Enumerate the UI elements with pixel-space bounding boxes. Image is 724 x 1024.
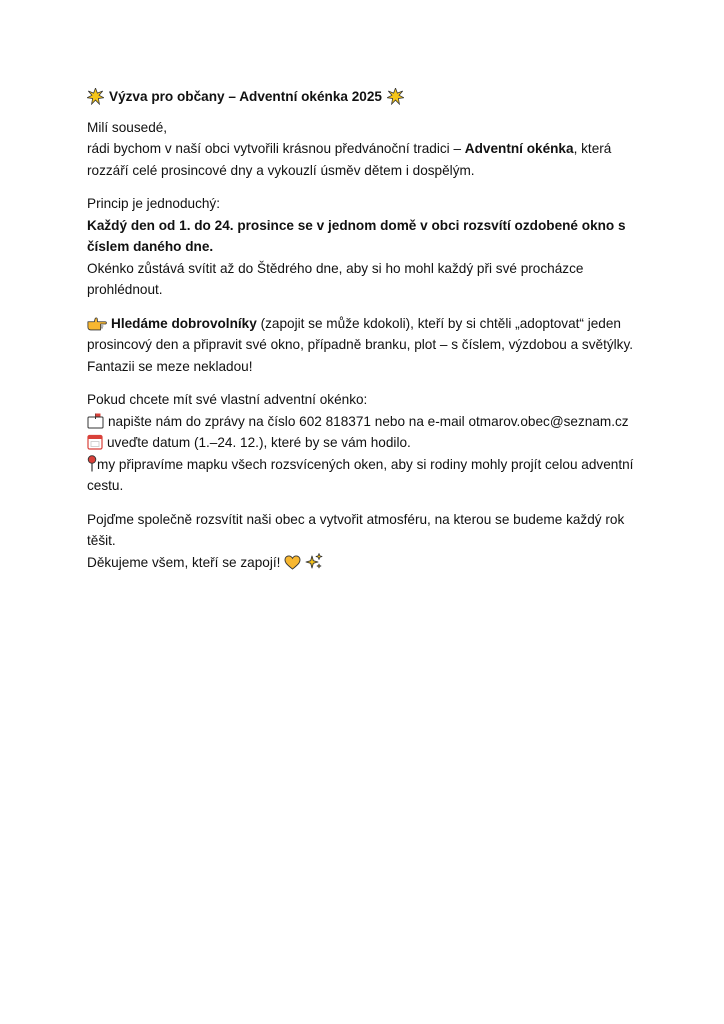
document-title: Výzva pro občany – Adventní okénka 2025 — [109, 89, 382, 104]
sparkle-burst-icon — [87, 88, 104, 105]
sparkle-burst-icon — [387, 88, 404, 105]
mailbox-icon — [87, 413, 104, 429]
intro-paragraph — [87, 117, 647, 182]
closing-text: Pojďme společně rozsvítit naši obec a vytvořit atmosféru, na kterou se budeme každý rok těšit. — [87, 511, 625, 548]
instructions-heading: Pokud chcete mít své vlastní adventní okénko: — [87, 392, 368, 407]
instruction-text: napište nám do zprávy na číslo 602 818371 nebo na e-mail otmarov.obec@seznam.cz — [108, 413, 629, 429]
instruction-item — [87, 411, 647, 433]
yellow-heart-icon — [284, 555, 301, 570]
document-title-line — [87, 86, 647, 108]
thanks-text: Děkujeme všem, kteří se zapojí! — [87, 554, 281, 570]
intro-text-end: , která rozzáří celé prosincové dny a vykouzlí úsměv dětem i dospělým. — [87, 141, 612, 178]
intro-highlight: Adventní okénka — [464, 141, 574, 156]
thanks-line — [87, 552, 647, 574]
sparkles-icon — [305, 553, 323, 570]
instruction-text: uveďte datum (1.–24. 12.), které by se vám hodilo. — [107, 435, 411, 450]
instruction-item — [87, 432, 647, 454]
closing-paragraph — [87, 509, 647, 574]
calendar-icon — [87, 434, 103, 450]
greeting: Milí sousedé, — [87, 119, 168, 135]
instruction-item — [87, 454, 647, 497]
pointing-hand-icon — [87, 317, 107, 331]
principle-bold-text: Každý den od 1. do 24. prosince se v jednom domě v obci rozsvítí ozdobené okno s číslem daného dne. — [87, 217, 626, 254]
principle-paragraph — [87, 193, 647, 301]
principle-heading: Princip je jednoduchý: — [87, 196, 220, 211]
volunteers-bold-text: Hledáme dobrovolníky — [111, 315, 257, 331]
pin-icon — [87, 455, 97, 472]
intro-text-start: rádi bychom v naší obci vytvořili krásnou předvánoční tradici – — [87, 141, 465, 156]
principle-text: Okénko zůstává svítit až do Štědrého dne, aby si ho mohl každý při své procházce prohlédnout. — [87, 260, 584, 297]
volunteers-paragraph — [87, 313, 647, 378]
volunteers-text: (zapojit se může kdokoli), kteří by si chtěli „adoptovat“ jeden prosincový den a připravit své okno, případně branku, plot – s číslem, výzdobou a světýlky. Fantazii se meze nekladou! — [87, 315, 634, 374]
instructions-paragraph — [87, 389, 647, 497]
instruction-text: my připravíme mapku všech rozsvícených oken, aby si rodiny mohly projít celou adventní cestu. — [87, 456, 634, 493]
document-body — [87, 86, 647, 585]
